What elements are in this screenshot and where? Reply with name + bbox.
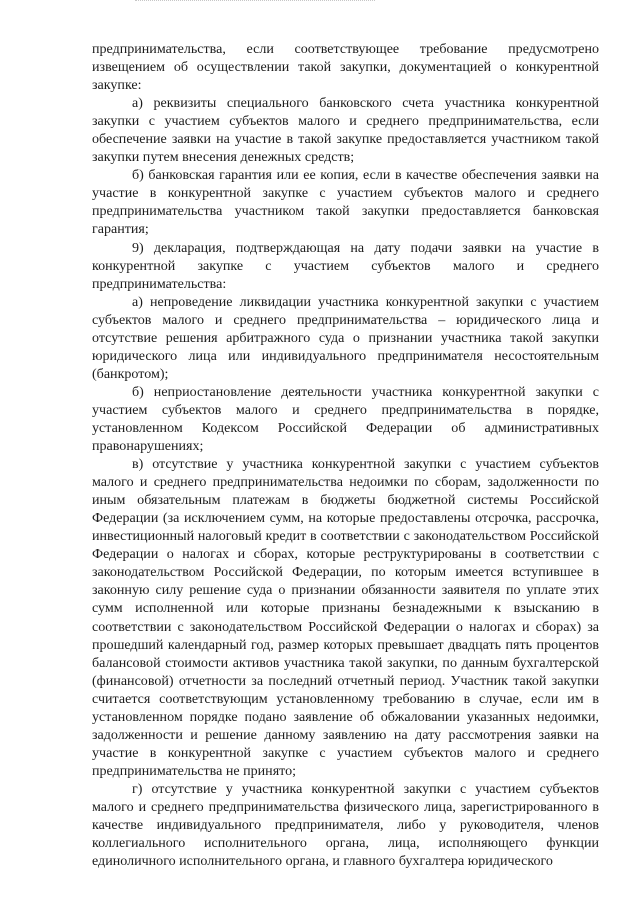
paragraph-item-v-no-arrears: в) отсутствие у участника конкурентной закупки с участием субъектов малого и среднего предпринимательства недоимки по сборам, задолженности по иным обязательным платежам в бюджеты бюджетной системы Российской Федерации (за исключением сумм, на которые предоставлены отсрочка, рассрочка, инвестиционный налоговый кредит в соответствии с законодательством Российской Федерации о налогах и сборах, которые реструктурированы в соответствии с законодательством Российской Федерации, по которым имеется вступившее в законную силу решение суда о признании обязанности заявителя по уплате этих сумм исполненной или которые признаны безнадежными к взысканию в соответствии с законодательством Российской Федерации о налогах и сборах) за прошедший календарный год, размер которых превышает двадцать пять процентов балансовой стоимости активов участника такой закупки, по данным бухгалтерской (финансовой) отчетности за последний отчетный период. Участник такой закупки считается соответствующим установленному требованию в случае, если им в установленном порядке подано заявление об обжаловании указанных недоимки, задолженности и решение данному заявлению на дату рассмотрения заявки на участие в конкурентной закупке с участием субъектов малого и среднего предпринимательства не принято; xyxy=(92,456,599,779)
paragraph-continuation: предпринимательства, если соответствующее требование предусмотрено извещением об осуществлении такой закупки, документацией о конкурентной закупке: xyxy=(92,41,599,94)
paragraph-item-g-no-criminal-record: г) отсутствие у участника конкурентной закупки с участием субъектов малого и среднего предпринимательства физического лица, зарегистрированного в качестве индивидуального предпринимателя, либо у руководителя, членов коллегиального исполнительного органа, лица, исполняющего функции единоличного исполнительного органа, и главного бухгалтера юридического xyxy=(92,780,599,870)
document-body xyxy=(92,40,599,870)
paragraph-item-a-no-liquidation: а) непроведение ликвидации участника конкурентной закупки с участием субъектов малого и среднего предпринимательства – юридического лица и отсутствие решения арбитражного суда о признании участника такой закупки юридического лица или индивидуального предпринимателя несостоятельным (банкротом); xyxy=(92,293,599,382)
paragraph-item-b-bank-guarantee: б) банковская гарантия или ее копия, если в качестве обеспечения заявки на участие в конкурентной закупке с участием субъектов малого и среднего предпринимательства участником такой закупки предоставляется банковская гарантия; xyxy=(92,167,599,238)
paragraph-item-b-no-suspension: б) неприостановление деятельности участника конкурентной закупки с участием субъектов малого и среднего предпринимательства в порядке, установленном Кодексом Российской Федерации об административных правонарушениях; xyxy=(92,383,599,455)
paragraph-item-a-bank-account: а) реквизиты специального банковского счета участника конкурентной закупки с участием субъектов малого и среднего предпринимательства, если обеспечение заявки на участие в такой закупке предоставляется участником такой закупки путем внесения денежных средств; xyxy=(92,95,599,166)
scan-artifact xyxy=(135,0,375,4)
paragraph-item-9-declaration: 9) декларация, подтверждающая на дату подачи заявки на участие в конкурентной закупке с участием субъектов малого и среднего предпринимательства: xyxy=(92,239,599,292)
